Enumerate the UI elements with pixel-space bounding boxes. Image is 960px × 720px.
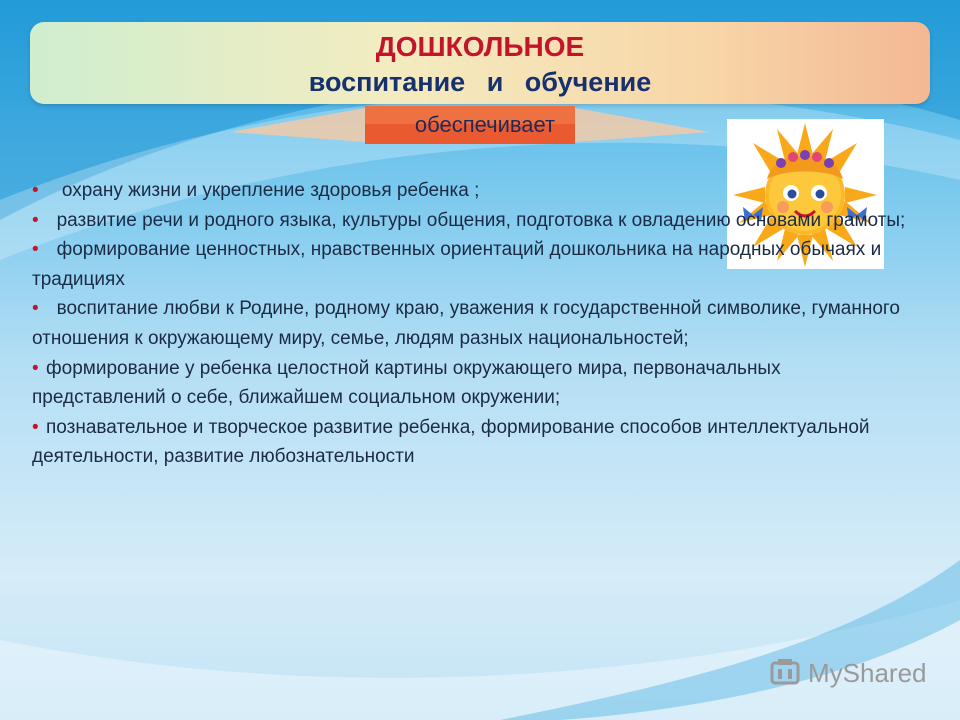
list-item-text: охрану жизни и укрепление здоровья ребенка ; <box>61 180 480 201</box>
bullet-icon: • <box>32 209 39 231</box>
header-banner <box>30 22 930 104</box>
list-item <box>32 176 912 206</box>
list-item <box>32 354 912 413</box>
list-item <box>32 294 912 353</box>
list-item-text: развитие речи и родного языка, культуры общения, подготовка к овладению основами грамоты; <box>56 209 906 231</box>
list-item <box>32 206 912 236</box>
bullet-icon: • <box>32 239 39 261</box>
watermark-text: MyShared <box>808 658 927 688</box>
bullet-icon: • <box>32 357 39 379</box>
bullet-list <box>32 176 912 472</box>
bullet-icon: • <box>32 416 39 438</box>
page-title: ДОШКОЛЬНОЕ <box>375 31 585 62</box>
list-item-text: формирование у ребенка целостной картины окружающего мира, первоначальных представлений о себе, ближайшем социальном окружении; <box>32 357 781 409</box>
list-item-text: воспитание любви к Родине, родному краю, уважения к государственной символике, гуманного отношения к окружающему миру, семье, людям разных национальностей; <box>32 298 900 349</box>
list-item-text: формирование ценностных, нравственных ориентаций дошкольника на народных обычаях и традициях <box>32 239 882 290</box>
list-item-text: познавательное и творческое развитие ребенка, формирование способов интеллектуальной деятельности, развитие любознательности <box>32 416 870 468</box>
list-item <box>32 413 912 472</box>
list-item <box>32 235 912 294</box>
bullet-icon: • <box>32 298 39 320</box>
bullet-icon: • <box>32 180 39 201</box>
page-subtitle: воспитание и обучение <box>308 67 652 97</box>
ribbon-label: обеспечивает <box>414 112 556 137</box>
